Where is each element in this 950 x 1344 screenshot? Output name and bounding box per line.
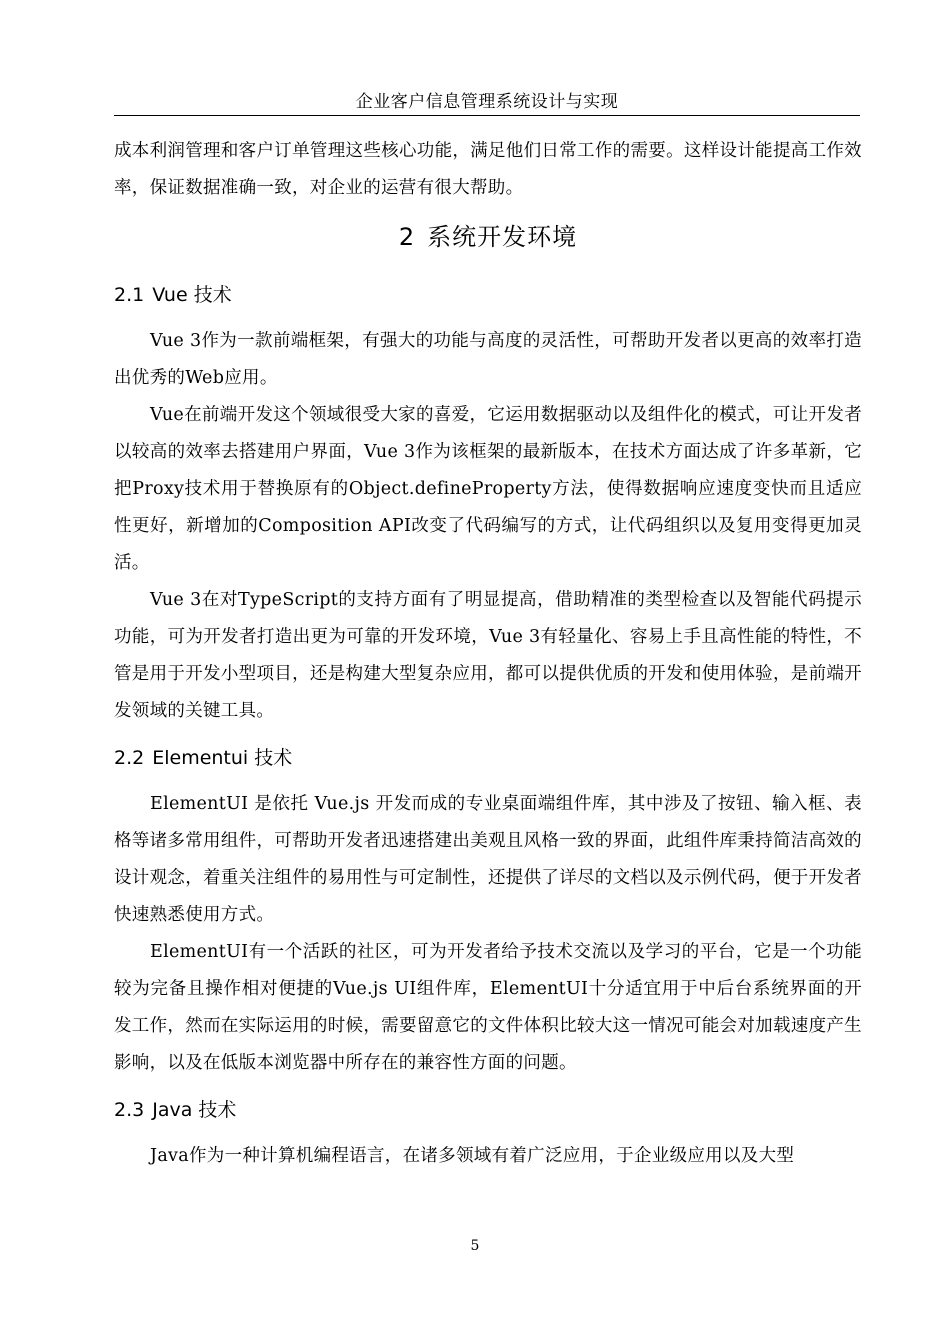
- section-heading-2-3: [114, 1082, 862, 1138]
- section-paragraph: Java作为一种计算机编程语言，在诸多领域有着广泛应用，于企业级应用以及大型: [150, 1146, 795, 1166]
- chapter-title: 系统开发环境: [427, 223, 578, 251]
- section-paragraph: ElementUI有一个活跃的社区，可为开发者给予技术交流以及学习的平台，它是一个功能较为完备且操作相对便捷的Vue.js UI组件库，ElementUI十分适宜用于中后台系统界面的开发工作，然而在实际运用的时候，需要留意它的文件体积比较大这一情况可能会对加载速度产生影响，以及在低版本浏览器中所存在的兼容性方面的问题。: [114, 942, 862, 1073]
- body-text: [114, 133, 862, 1175]
- section-title: Vue 技术: [152, 284, 232, 306]
- section-paragraph: Vue 3作为一款前端框架，有强大的功能与高度的灵活性，可帮助开发者以更高的效率打造出优秀的Web应用。: [114, 331, 862, 388]
- section-number: 2.3: [114, 1099, 145, 1121]
- section-title: Java 技术: [152, 1099, 237, 1121]
- section-paragraph: ElementUI 是依托 Vue.js 开发而成的专业桌面端组件库，其中涉及了按钮、输入框、表格等诸多常用组件，可帮助开发者迅速搭建出美观且风格一致的界面，此组件库秉持简洁高效的设计观念，着重关注组件的易用性与可定制性，还提供了详尽的文档以及示例代码，便于开发者快速熟悉使用方式。: [114, 794, 862, 925]
- section-heading-2-1: [114, 267, 862, 323]
- chapter-heading: [114, 207, 862, 267]
- section-heading-2-2: [114, 730, 862, 786]
- section-title: Elementui 技术: [152, 747, 293, 769]
- intro-paragraph: 成本利润管理和客户订单管理这些核心功能，满足他们日常工作的需要。这样设计能提高工作效率，保证数据准确一致，对企业的运营有很大帮助。: [114, 141, 862, 198]
- section-number: 2.1: [114, 284, 145, 306]
- page-number: 5: [470, 1238, 480, 1254]
- section-number: 2.2: [114, 747, 145, 769]
- running-header: 企业客户信息管理系统设计与实现: [114, 89, 860, 116]
- section-paragraph: Vue在前端开发这个领域很受大家的喜爱，它运用数据驱动以及组件化的模式，可让开发者以较高的效率去搭建用户界面，Vue 3作为该框架的最新版本，在技术方面达成了许多革新，它把Proxy技术用于替换原有的Object.defineProperty方法，使得数据响应速度变快而且适应性更好，新增加的Composition API改变了代码编写的方式，让代码组织以及复用变得更加灵活。: [114, 405, 862, 573]
- section-paragraph: Vue 3在对TypeScript的支持方面有了明显提高，借助精准的类型检查以及智能代码提示功能，可为开发者打造出更为可靠的开发环境，Vue 3有轻量化、容易上手且高性能的特性，不管是用于开发小型项目，还是构建大型复杂应用，都可以提供优质的开发和使用体验，是前端开发领域的关键工具。: [114, 590, 862, 721]
- chapter-number: 2: [398, 223, 416, 251]
